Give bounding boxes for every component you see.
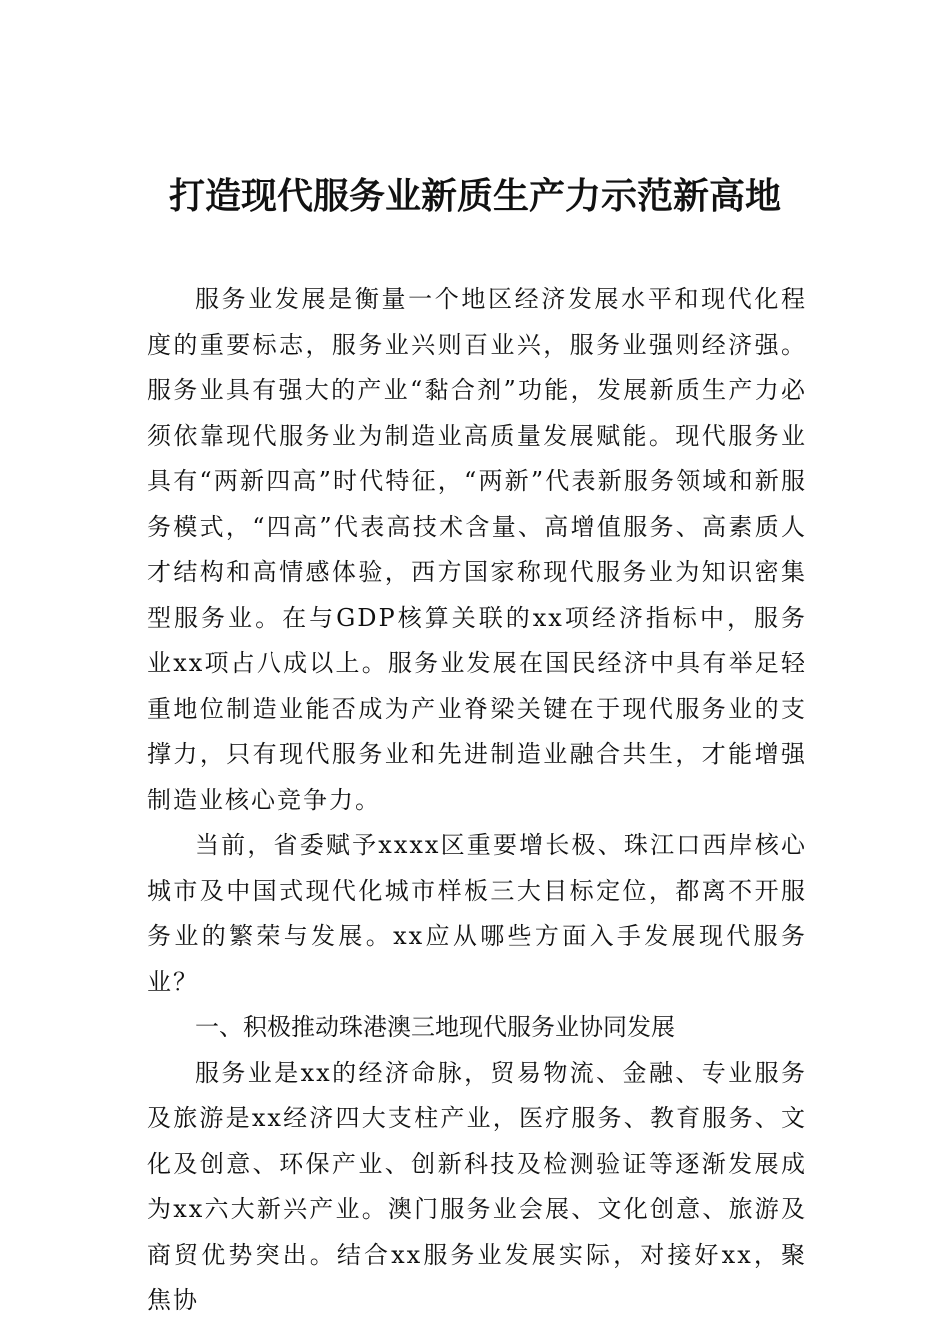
paragraph-intro: 服务业发展是衡量一个地区经济发展水平和现代化程度的重要标志，服务业兴则百业兴，服务业强则经济强。服务业具有强大的产业“黏合剂”功能，发展新质生产力必须依靠现代服务业为制造业高质量发展赋能。现代服务业具有“两新四高”时代特征，“两新”代表新服务领域和新服务模式，“四高”代表高技术含量、高增值服务、高素质人才结构和高情感体验，西方国家称现代服务业为知识密集型服务业。在与GDP核算关联的xx项经济指标中，服务业xx项占八成以上。服务业发展在国民经济中具有举足轻重地位制造业能否成为产业脊梁关键在于现代服务业的支撑力，只有现代服务业和先进制造业融合共生，才能增强制造业核心竞争力。 — [147, 285, 807, 814]
document-title: 打造现代服务业新质生产力示范新高地 — [168, 176, 781, 217]
paragraph-section-1: 服务业是xx的经济命脉，贸易物流、金融、专业服务及旅游是xx经济四大支柱产业，医疗服务、教育服务、文化及创意、环保产业、创新科技及检测验证等逐渐发展成为xx六大新兴产业。澳门服务业会展、文化创意、旅游及商贸优势突出。结合xx服务业发展实际，对接好xx，聚焦协 — [147, 1058, 807, 1314]
section-heading-1: 一、积极推动珠港澳三地现代服务业协同发展 — [195, 1013, 675, 1041]
document-body — [147, 277, 807, 1324]
paragraph-current-context: 当前，省委赋予xxxx区重要增长极、珠江口西岸核心城市及中国式现代化城市样板三大目标定位，都离不开服务业的繁荣与发展。xx应从哪些方面入手发展现代服务业？ — [147, 831, 807, 996]
